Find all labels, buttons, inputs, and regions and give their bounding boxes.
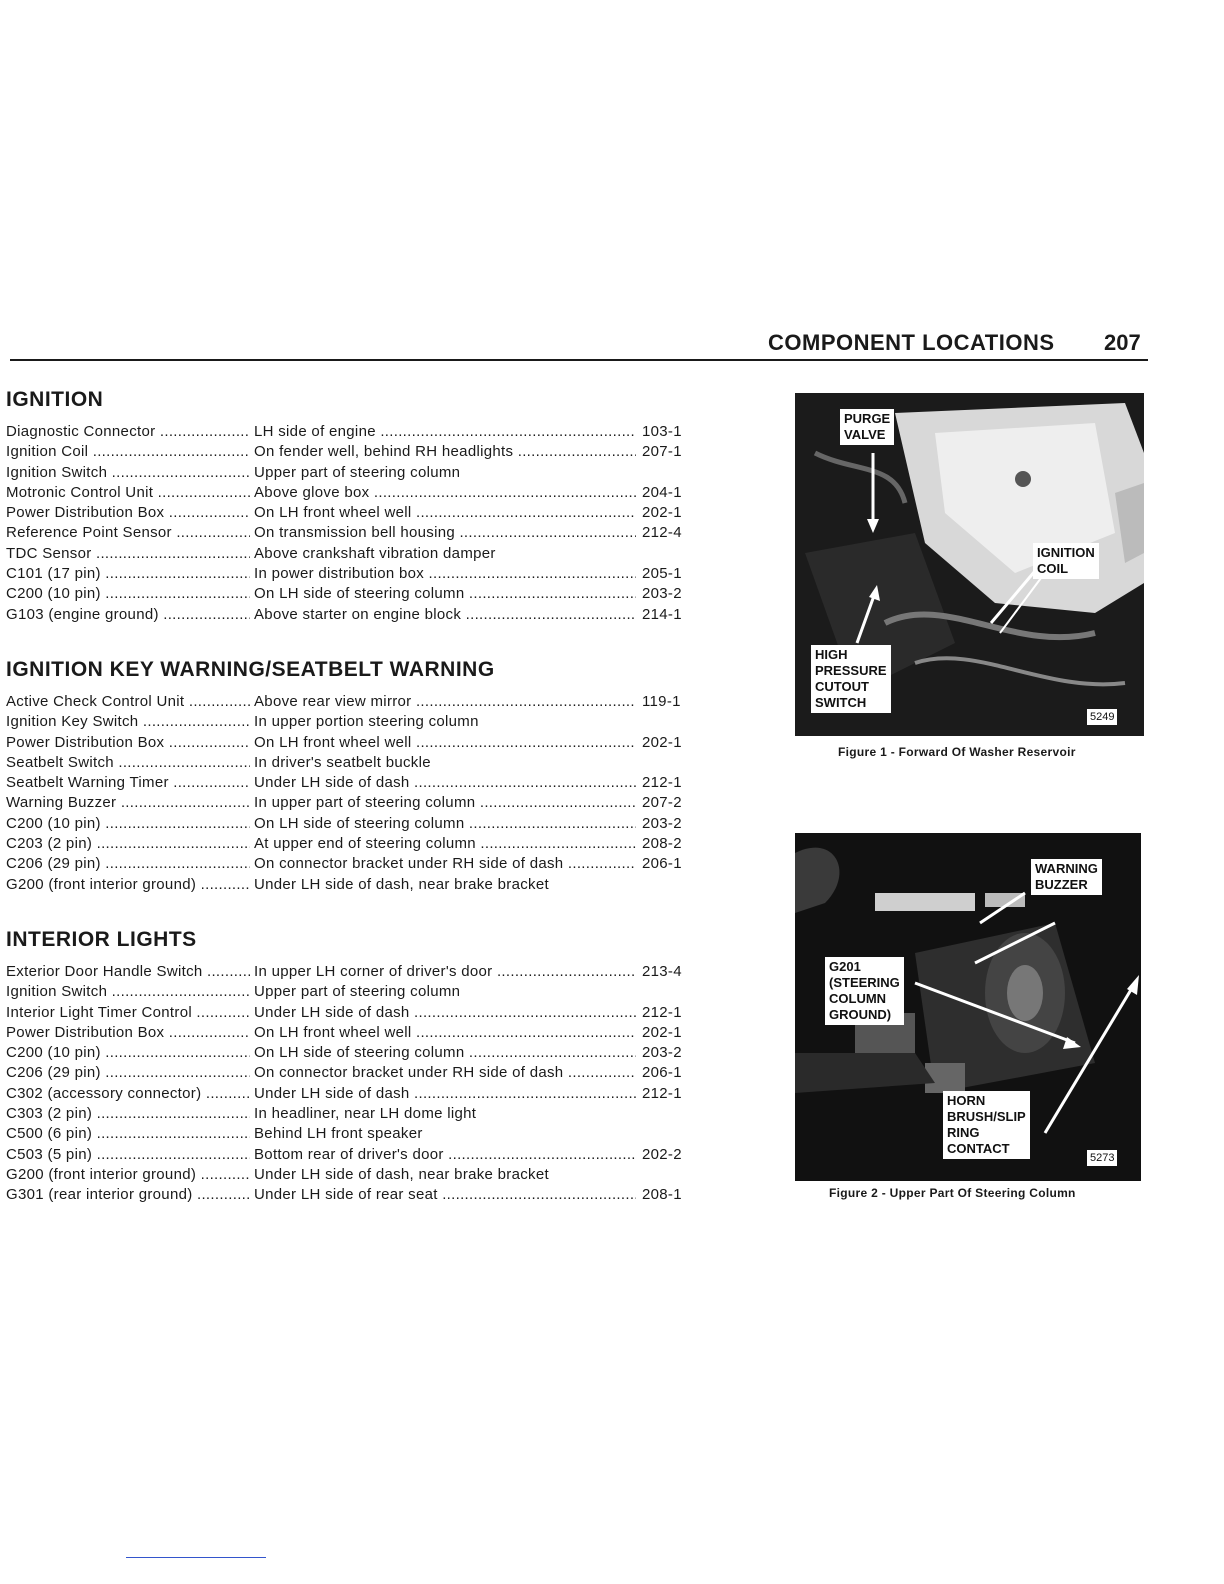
- component-location-text: On connector bracket under RH side of dash: [254, 855, 564, 873]
- component-location-text: On LH front wheel well: [254, 733, 412, 751]
- component-location: [254, 1043, 636, 1063]
- component-name-text: G103 (engine ground): [6, 605, 159, 623]
- footer-rule: [126, 1557, 266, 1558]
- component-page-ref: 212-1: [642, 774, 682, 792]
- page-header: [0, 330, 1224, 360]
- component-name-text: Active Check Control Unit: [6, 693, 185, 710]
- component-name-text: G200 (front interior ground): [6, 1165, 197, 1183]
- component-row: [6, 1165, 706, 1185]
- component-list: [6, 962, 706, 1206]
- component-row: [6, 1104, 706, 1124]
- component-row: [6, 875, 706, 895]
- component-name: [6, 773, 250, 793]
- component-name-text: G301 (rear interior ground): [6, 1186, 193, 1204]
- component-location-text: Upper part of steering column: [254, 983, 461, 1001]
- component-page-ref: 212-4: [642, 524, 682, 542]
- component-location-text: Above rear view mirror: [254, 693, 412, 710]
- component-location-text: On LH front wheel well: [254, 504, 412, 522]
- component-row: [6, 1145, 706, 1165]
- component-name: [6, 463, 250, 483]
- component-row: [6, 523, 706, 543]
- component-name-text: Ignition Coil: [6, 443, 89, 461]
- section-title: IGNITION: [6, 388, 104, 411]
- component-page-ref: 202-1: [642, 504, 682, 522]
- component-location: [254, 544, 636, 564]
- component-name-text: C200 (10 pin): [6, 814, 101, 832]
- component-row: [6, 1084, 706, 1104]
- component-location: [254, 1003, 636, 1023]
- component-name: [6, 982, 250, 1002]
- component-name: [6, 753, 250, 773]
- component-location-text: In upper LH corner of driver's door: [254, 963, 493, 980]
- component-location: [254, 793, 636, 813]
- component-row: [6, 1043, 706, 1063]
- component-location: [254, 814, 636, 834]
- component-name: [6, 854, 250, 874]
- component-name-text: Power Distribution Box: [6, 504, 165, 522]
- component-page-ref: 119-1: [642, 693, 681, 710]
- section-ignition: [6, 386, 706, 625]
- component-location-text: On LH side of steering column: [254, 814, 465, 832]
- section-interior-lights: [6, 926, 706, 1206]
- page-number: 207: [1104, 330, 1141, 355]
- component-location-text: In headliner, near LH dome light: [254, 1105, 477, 1123]
- component-name-text: Diagnostic Connector: [6, 423, 156, 440]
- component-row: [6, 753, 706, 773]
- component-row: [6, 834, 706, 854]
- component-page-ref: 103-1: [642, 423, 682, 440]
- component-location: [254, 1124, 636, 1144]
- component-row: [6, 1063, 706, 1083]
- component-name-text: C203 (2 pin): [6, 835, 93, 853]
- component-name: [6, 605, 250, 625]
- component-name: [6, 1145, 250, 1165]
- component-location-text: Under LH side of dash, near brake bracket: [254, 875, 549, 893]
- component-location-text: Under LH side of dash: [254, 1003, 410, 1021]
- component-row: [6, 483, 706, 503]
- component-name-text: C101 (17 pin): [6, 565, 101, 583]
- component-location: [254, 712, 636, 732]
- component-page-ref: 208-1: [642, 1186, 682, 1204]
- component-name: [6, 483, 250, 503]
- component-name: [6, 692, 250, 712]
- component-page-ref: 203-2: [642, 814, 682, 832]
- component-name-text: Ignition Key Switch: [6, 713, 139, 731]
- component-row: [6, 1003, 706, 1023]
- component-location-text: On connector bracket under RH side of dash: [254, 1064, 564, 1082]
- component-location: [254, 523, 636, 543]
- label-ignition-coil: IGNITION COIL: [1033, 543, 1099, 579]
- component-location: [254, 483, 636, 503]
- component-name: [6, 422, 250, 442]
- component-name-text: C206 (29 pin): [6, 855, 101, 873]
- component-location-text: Under LH side of dash: [254, 774, 410, 792]
- component-row: [6, 584, 706, 604]
- section-title: IGNITION KEY WARNING/SEATBELT WARNING: [6, 658, 495, 681]
- component-row: [6, 1124, 706, 1144]
- component-page-ref: 203-2: [642, 585, 682, 603]
- component-location: [254, 1023, 636, 1043]
- component-name-text: C500 (6 pin): [6, 1125, 93, 1143]
- page-title: COMPONENT LOCATIONS: [768, 330, 1055, 355]
- component-location: [254, 605, 636, 625]
- component-location-text: Above starter on engine block: [254, 605, 462, 623]
- component-row: [6, 962, 706, 982]
- component-row: [6, 773, 706, 793]
- component-location: [254, 442, 636, 462]
- component-name: [6, 1104, 250, 1124]
- component-row: [6, 982, 706, 1002]
- component-name: [6, 1084, 250, 1104]
- component-location: [254, 773, 636, 793]
- figure-1-caption: Figure 1 - Forward Of Washer Reservoir: [838, 745, 1076, 759]
- component-location-text: Above crankshaft vibration damper: [254, 544, 496, 562]
- section-key-seatbelt-warning: [6, 656, 706, 895]
- header-rule: [10, 359, 1148, 361]
- component-location-text: Behind LH front speaker: [254, 1125, 423, 1143]
- component-page-ref: 207-2: [642, 794, 682, 812]
- component-location-text: In upper part of steering column: [254, 794, 476, 812]
- component-name-text: G200 (front interior ground): [6, 875, 197, 893]
- component-location-text: In driver's seatbelt buckle: [254, 753, 431, 771]
- component-location-text: On LH side of steering column: [254, 585, 465, 603]
- section-title: INTERIOR LIGHTS: [6, 928, 197, 951]
- component-name-text: Ignition Switch: [6, 983, 108, 1001]
- component-location: [254, 1165, 636, 1185]
- component-name-text: C200 (10 pin): [6, 1044, 101, 1062]
- component-name-text: Exterior Door Handle Switch: [6, 963, 203, 980]
- component-page-ref: 214-1: [642, 605, 682, 623]
- component-page-ref: 202-1: [642, 1023, 682, 1041]
- component-name: [6, 834, 250, 854]
- component-location-text: Under LH side of dash, near brake bracket: [254, 1165, 549, 1183]
- component-page-ref: 207-1: [642, 443, 682, 461]
- component-name-text: Motronic Control Unit: [6, 483, 154, 501]
- component-page-ref: 203-2: [642, 1044, 682, 1062]
- component-location-text: Under LH side of rear seat: [254, 1186, 438, 1204]
- component-location: [254, 962, 636, 982]
- component-page-ref: 206-1: [642, 1064, 682, 1082]
- component-name-text: TDC Sensor: [6, 544, 92, 562]
- component-page-ref: 205-1: [642, 565, 682, 583]
- component-name-text: C503 (5 pin): [6, 1145, 93, 1163]
- component-location: [254, 564, 636, 584]
- component-name: [6, 1165, 250, 1185]
- component-name-text: Warning Buzzer: [6, 794, 117, 812]
- component-location: [254, 1104, 636, 1124]
- component-name: [6, 962, 250, 982]
- figure-number: 5249: [1087, 709, 1117, 725]
- component-row: [6, 1023, 706, 1043]
- label-warning-buzzer: WARNING BUZZER: [1031, 859, 1102, 895]
- component-location-text: Upper part of steering column: [254, 463, 461, 481]
- component-page-ref: 212-1: [642, 1084, 682, 1102]
- component-page-ref: 212-1: [642, 1003, 682, 1021]
- label-g201-ground: G201 (STEERING COLUMN GROUND): [825, 957, 904, 1025]
- component-name-text: Interior Light Timer Control: [6, 1003, 192, 1021]
- component-name-text: C303 (2 pin): [6, 1105, 93, 1123]
- component-row: [6, 733, 706, 753]
- component-name: [6, 544, 250, 564]
- component-name: [6, 1063, 250, 1083]
- label-purge-valve: PURGE VALVE: [840, 409, 894, 445]
- component-location-text: At upper end of steering column: [254, 835, 476, 853]
- component-name-text: Power Distribution Box: [6, 1023, 165, 1041]
- label-horn-contact: HORN BRUSH/SLIP RING CONTACT: [943, 1091, 1030, 1159]
- component-location: [254, 753, 636, 773]
- component-name: [6, 1043, 250, 1063]
- figure-1-photo: [795, 393, 1144, 736]
- component-name-text: Ignition Switch: [6, 463, 108, 481]
- component-name: [6, 442, 250, 462]
- figure-number: 5273: [1087, 1150, 1117, 1166]
- component-name-text: C206 (29 pin): [6, 1064, 101, 1082]
- component-name-text: C302 (accessory connector): [6, 1084, 202, 1102]
- component-row: [6, 422, 706, 442]
- component-list: [6, 422, 706, 625]
- component-row: [6, 463, 706, 483]
- component-row: [6, 1185, 706, 1205]
- component-row: [6, 442, 706, 462]
- component-name: [6, 503, 250, 523]
- component-name-text: C200 (10 pin): [6, 585, 101, 603]
- component-row: [6, 814, 706, 834]
- component-location: [254, 692, 636, 712]
- component-location-text: Under LH side of dash: [254, 1084, 410, 1102]
- component-name: [6, 564, 250, 584]
- component-name: [6, 793, 250, 813]
- component-page-ref: 206-1: [642, 855, 682, 873]
- component-page-ref: 202-1: [642, 733, 682, 751]
- component-location-text: On transmission bell housing: [254, 524, 455, 542]
- component-location: [254, 854, 636, 874]
- component-page-ref: 204-1: [642, 483, 682, 501]
- component-location: [254, 1084, 636, 1104]
- component-location: [254, 584, 636, 604]
- label-high-pressure-switch: HIGH PRESSURE CUTOUT SWITCH: [811, 645, 891, 713]
- component-location: [254, 1063, 636, 1083]
- component-name: [6, 523, 250, 543]
- figure-2-photo: [795, 833, 1141, 1181]
- component-row: [6, 692, 706, 712]
- component-location: [254, 1145, 636, 1165]
- component-location-text: Bottom rear of driver's door: [254, 1145, 444, 1163]
- component-location: [254, 733, 636, 753]
- component-page-ref: 213-4: [642, 963, 682, 980]
- component-row: [6, 564, 706, 584]
- component-location: [254, 875, 636, 895]
- component-name: [6, 814, 250, 834]
- component-row: [6, 503, 706, 523]
- component-location-text: In power distribution box: [254, 565, 425, 583]
- component-location-text: Above glove box: [254, 483, 370, 501]
- component-location: [254, 982, 636, 1002]
- component-row: [6, 793, 706, 813]
- component-name-text: Power Distribution Box: [6, 733, 165, 751]
- component-location: [254, 834, 636, 854]
- component-location: [254, 1185, 636, 1205]
- component-page-ref: 208-2: [642, 835, 682, 853]
- component-location-text: On LH side of steering column: [254, 1044, 465, 1062]
- component-name: [6, 733, 250, 753]
- figure-2-caption: Figure 2 - Upper Part Of Steering Column: [829, 1186, 1076, 1200]
- component-location-text: In upper portion steering column: [254, 713, 479, 731]
- component-row: [6, 712, 706, 732]
- component-name: [6, 875, 250, 895]
- component-location-text: LH side of engine: [254, 423, 376, 440]
- component-location: [254, 503, 636, 523]
- component-location: [254, 422, 636, 442]
- component-name: [6, 584, 250, 604]
- component-name: [6, 1023, 250, 1043]
- component-page-ref: 202-2: [642, 1145, 682, 1163]
- component-location: [254, 463, 636, 483]
- component-name-text: Reference Point Sensor: [6, 524, 172, 542]
- component-location-text: On LH front wheel well: [254, 1023, 412, 1041]
- component-row: [6, 854, 706, 874]
- component-name: [6, 1185, 250, 1205]
- component-name: [6, 1003, 250, 1023]
- component-name: [6, 712, 250, 732]
- component-name: [6, 1124, 250, 1144]
- component-name-text: Seatbelt Switch: [6, 753, 114, 771]
- component-location-text: On fender well, behind RH headlights: [254, 443, 514, 461]
- component-row: [6, 605, 706, 625]
- component-list: [6, 692, 706, 895]
- component-name-text: Seatbelt Warning Timer: [6, 774, 169, 792]
- component-row: [6, 544, 706, 564]
